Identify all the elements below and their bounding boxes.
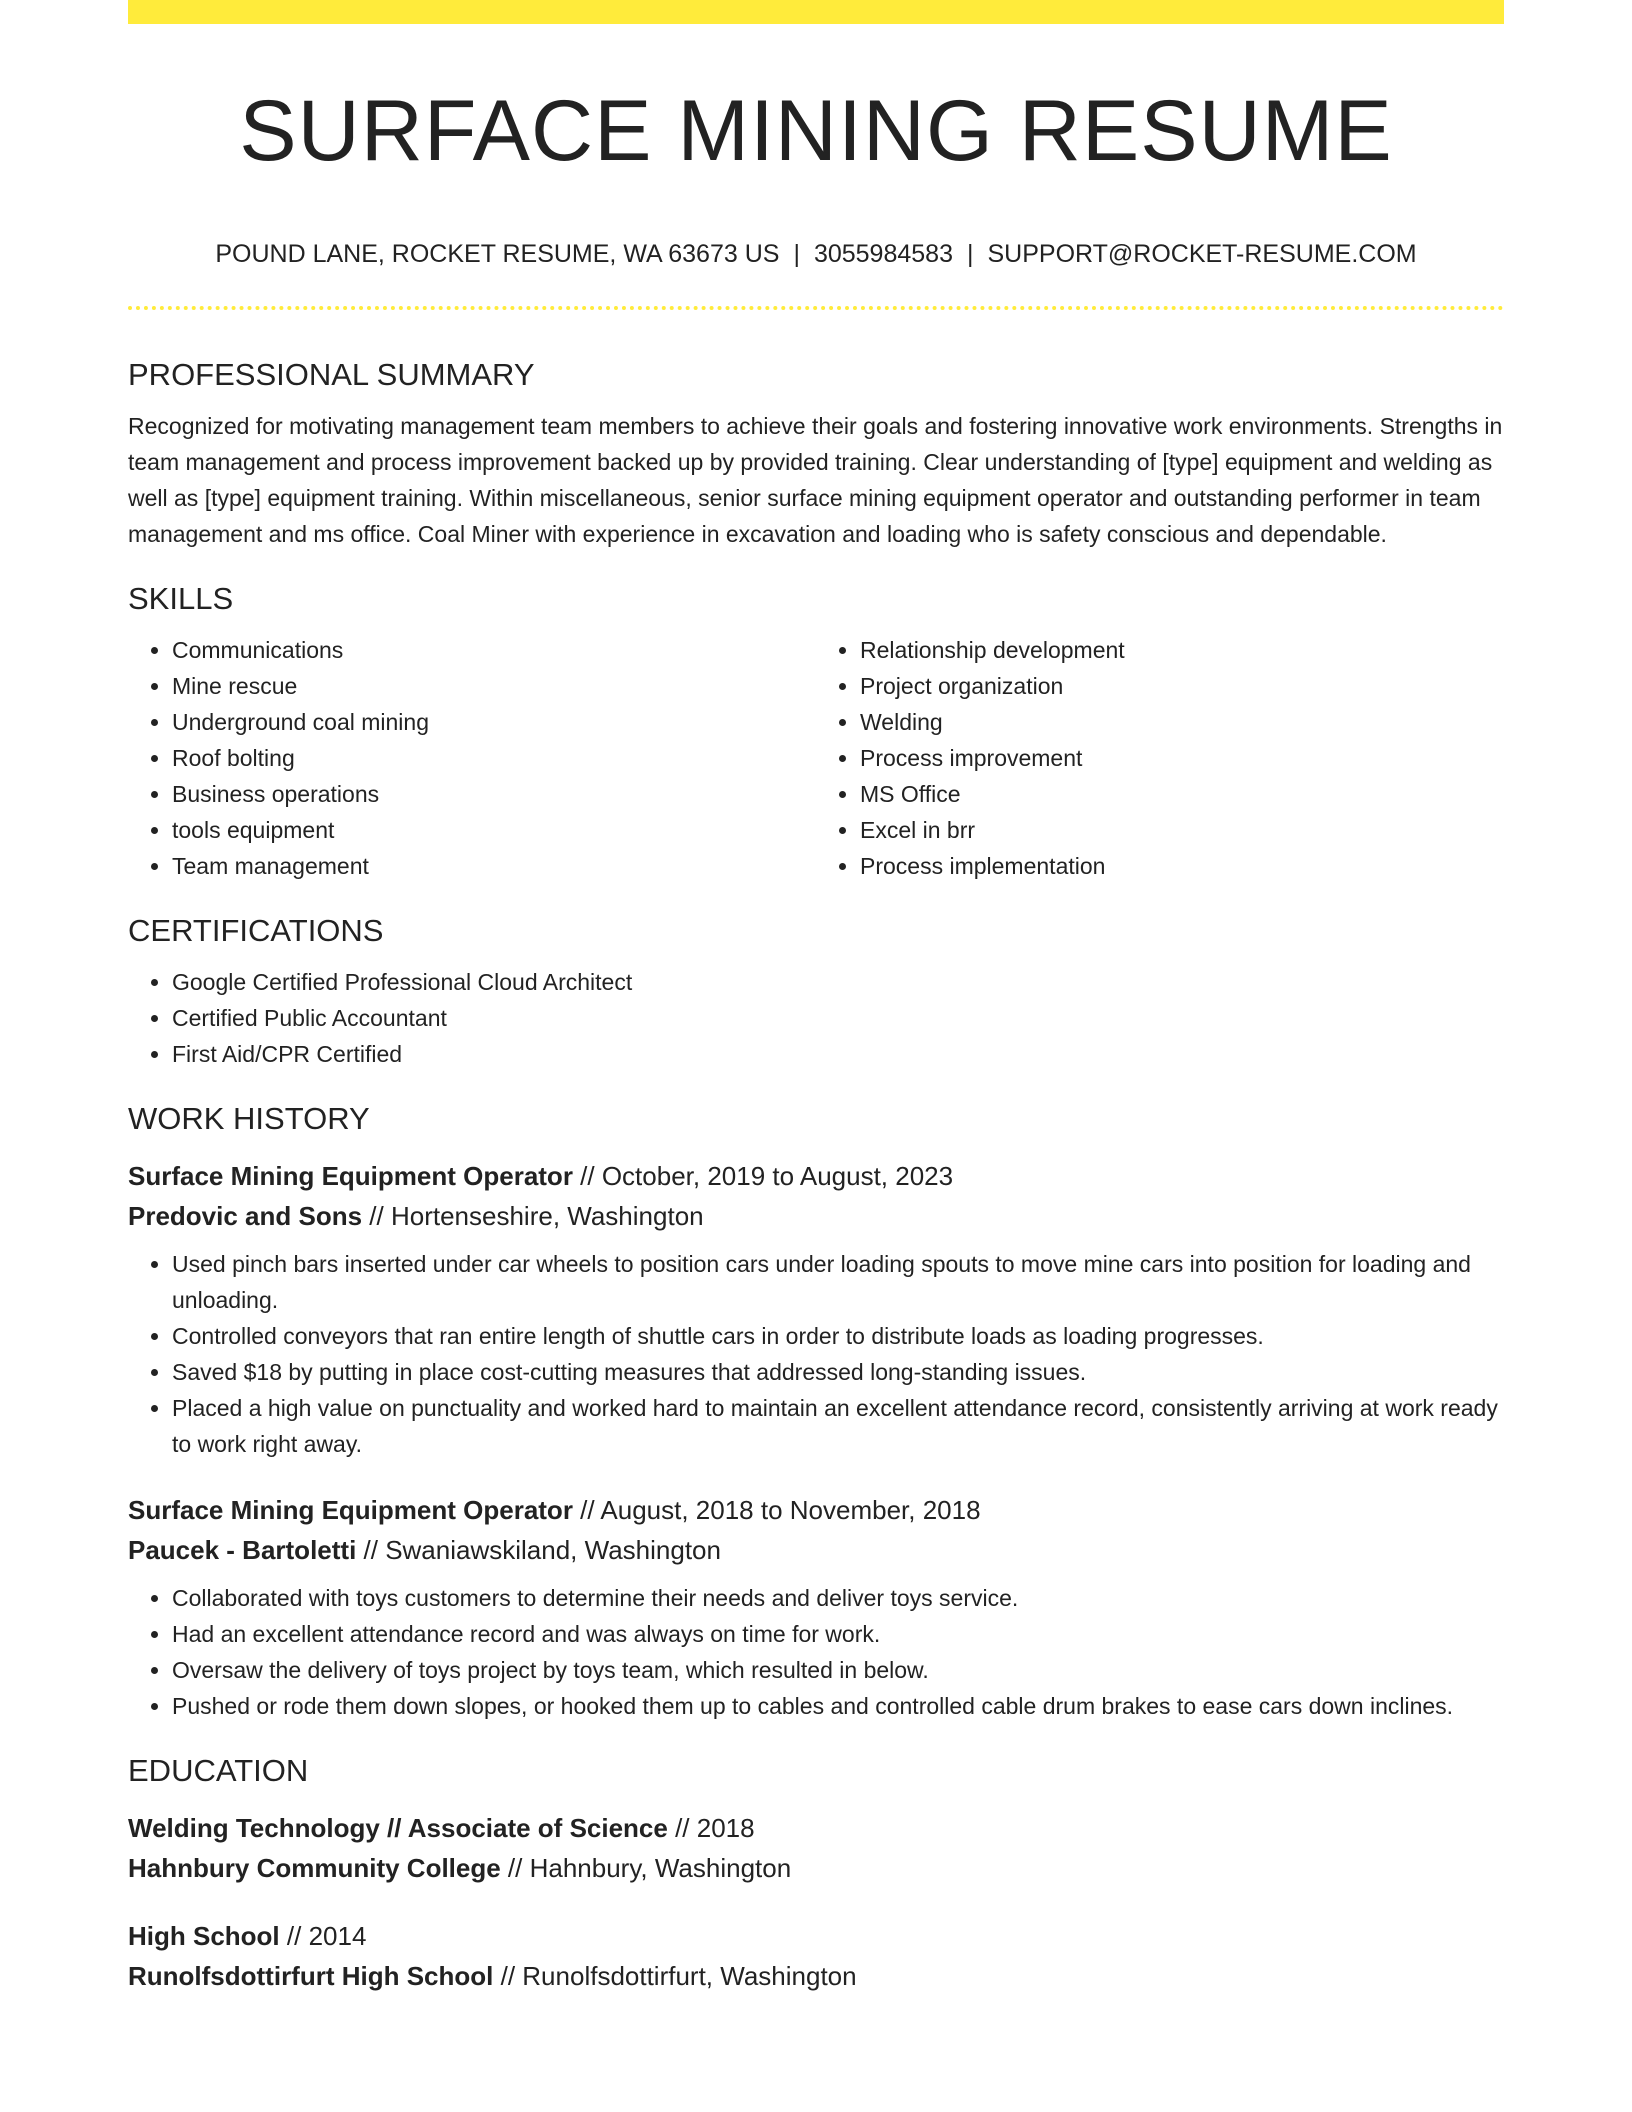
section-heading-education: EDUCATION [128, 1753, 309, 1788]
job-bullets [128, 1580, 1504, 1724]
section-heading-skills: SKILLS [128, 581, 234, 616]
job-bullet: • Pushed or rode them down slopes, or hooked them up to cables and controlled cable drum brakes to ease cars down inclines. [172, 1688, 1504, 1724]
job-location: // Swaniawskiland, Washington [356, 1535, 721, 1565]
job-bullet: • Saved $18 by putting in place cost-cutting measures that addressed long-standing issues. [172, 1354, 1504, 1390]
skill-item: • tools equipment [172, 812, 816, 848]
skill-item: • Welding [860, 704, 1504, 740]
phone: 3055984583 [813, 240, 953, 268]
summary-text: Recognized for motivating management team members to achieve their goals and fostering innovative work environments. Strengths in team management and process improvement backed up by provided training. Clear understanding of [type] equipment and welding as well as [type] equipment training. Within miscellaneous, senior surface mining equipment operator and outstanding performer in team management and ms office. Coal Miner with experience in excavation and loading who is safety conscious and dependable. [128, 413, 1503, 547]
job-title-line [128, 1490, 1504, 1530]
certification-item: • Google Certified Professional Cloud Architect [172, 964, 1504, 1000]
job-company: Paucek - Bartoletti [128, 1535, 357, 1565]
job-title: Surface Mining Equipment Operator [128, 1495, 573, 1525]
skill-item: • Underground coal mining [172, 704, 816, 740]
skills-columns [128, 632, 1504, 884]
skill-item: • MS Office [860, 776, 1504, 812]
degree-line [128, 1916, 1504, 1956]
skills-list-right [816, 632, 1504, 884]
skill-item: • Team management [172, 848, 816, 884]
job-bullet: • Used pinch bars inserted under car wheels to position cars under loading spouts to move mine cars into position for loading and unloading. [172, 1246, 1504, 1318]
job-bullet: • Controlled conveyors that ran entire length of shuttle cars in order to distribute loads as loading progresses. [172, 1318, 1504, 1354]
graduation-year: // 2014 [279, 1921, 367, 1951]
job-location: // Hortenseshire, Washington [362, 1201, 704, 1231]
resume-content [128, 348, 1504, 1996]
degree: High School [128, 1921, 280, 1951]
resume-title: SURFACE MINING RESUME [239, 83, 1393, 179]
degree-line [128, 1808, 1504, 1848]
certifications-list [128, 964, 1504, 1072]
skill-item: • Process implementation [860, 848, 1504, 884]
school-location: // Runolfsdottirfurt, Washington [493, 1961, 857, 1991]
certification-item: • First Aid/CPR Certified [172, 1036, 1504, 1072]
skill-item: • Mine rescue [172, 668, 816, 704]
skill-item: • Communications [172, 632, 816, 668]
section-heading-work-history: WORK HISTORY [128, 1101, 370, 1136]
skill-item: • Excel in brr [860, 812, 1504, 848]
job-bullet: • Placed a high value on punctuality and worked hard to maintain an excellent attendance record, consistently arriving at work ready to work right away. [172, 1390, 1504, 1462]
skills-list-left [128, 632, 816, 884]
resume-page [128, 0, 1504, 2112]
email-link[interactable]: SUPPORT@ROCKET-RESUME.COM [987, 240, 1417, 268]
job-company-line [128, 1530, 1504, 1570]
job-title-line [128, 1156, 1504, 1196]
certification-item: • Certified Public Accountant [172, 1000, 1504, 1036]
job-entry [128, 1490, 1504, 1724]
job-bullets [128, 1246, 1504, 1462]
section-heading-certifications: CERTIFICATIONS [128, 913, 384, 948]
school: Runolfsdottirfurt High School [128, 1961, 494, 1991]
section-heading-summary: PROFESSIONAL SUMMARY [128, 357, 535, 392]
contact-line [128, 234, 1504, 274]
skill-item: • Project organization [860, 668, 1504, 704]
job-dates: // October, 2019 to August, 2023 [572, 1161, 954, 1191]
education-entry [128, 1808, 1504, 1888]
job-title: Surface Mining Equipment Operator [128, 1161, 573, 1191]
graduation-year: // 2018 [667, 1813, 755, 1843]
separator: | [966, 240, 974, 268]
separator: | [793, 240, 800, 268]
degree: Welding Technology // Associate of Science [128, 1813, 668, 1843]
school-line [128, 1848, 1504, 1888]
skill-item: • Business operations [172, 776, 816, 812]
school-location: // Hahnbury, Washington [500, 1853, 792, 1883]
education-entry [128, 1916, 1504, 1996]
accent-bar [128, 0, 1504, 24]
dotted-divider [128, 306, 1504, 310]
job-bullet: • Collaborated with toys customers to determine their needs and deliver toys service. [172, 1580, 1504, 1616]
job-bullet: • Oversaw the delivery of toys project by toys team, which resulted in below. [172, 1652, 1504, 1688]
school-line [128, 1956, 1504, 1996]
skill-item: • Process improvement [860, 740, 1504, 776]
job-company-line [128, 1196, 1504, 1236]
skill-item: • Relationship development [860, 632, 1504, 668]
address: POUND LANE, ROCKET RESUME, WA 63673 US [215, 240, 780, 268]
job-entry [128, 1156, 1504, 1462]
school: Hahnbury Community College [128, 1853, 501, 1883]
skill-item: • Roof bolting [172, 740, 816, 776]
job-company: Predovic and Sons [128, 1201, 363, 1231]
job-bullet: • Had an excellent attendance record and was always on time for work. [172, 1616, 1504, 1652]
job-dates: // August, 2018 to November, 2018 [572, 1495, 981, 1525]
